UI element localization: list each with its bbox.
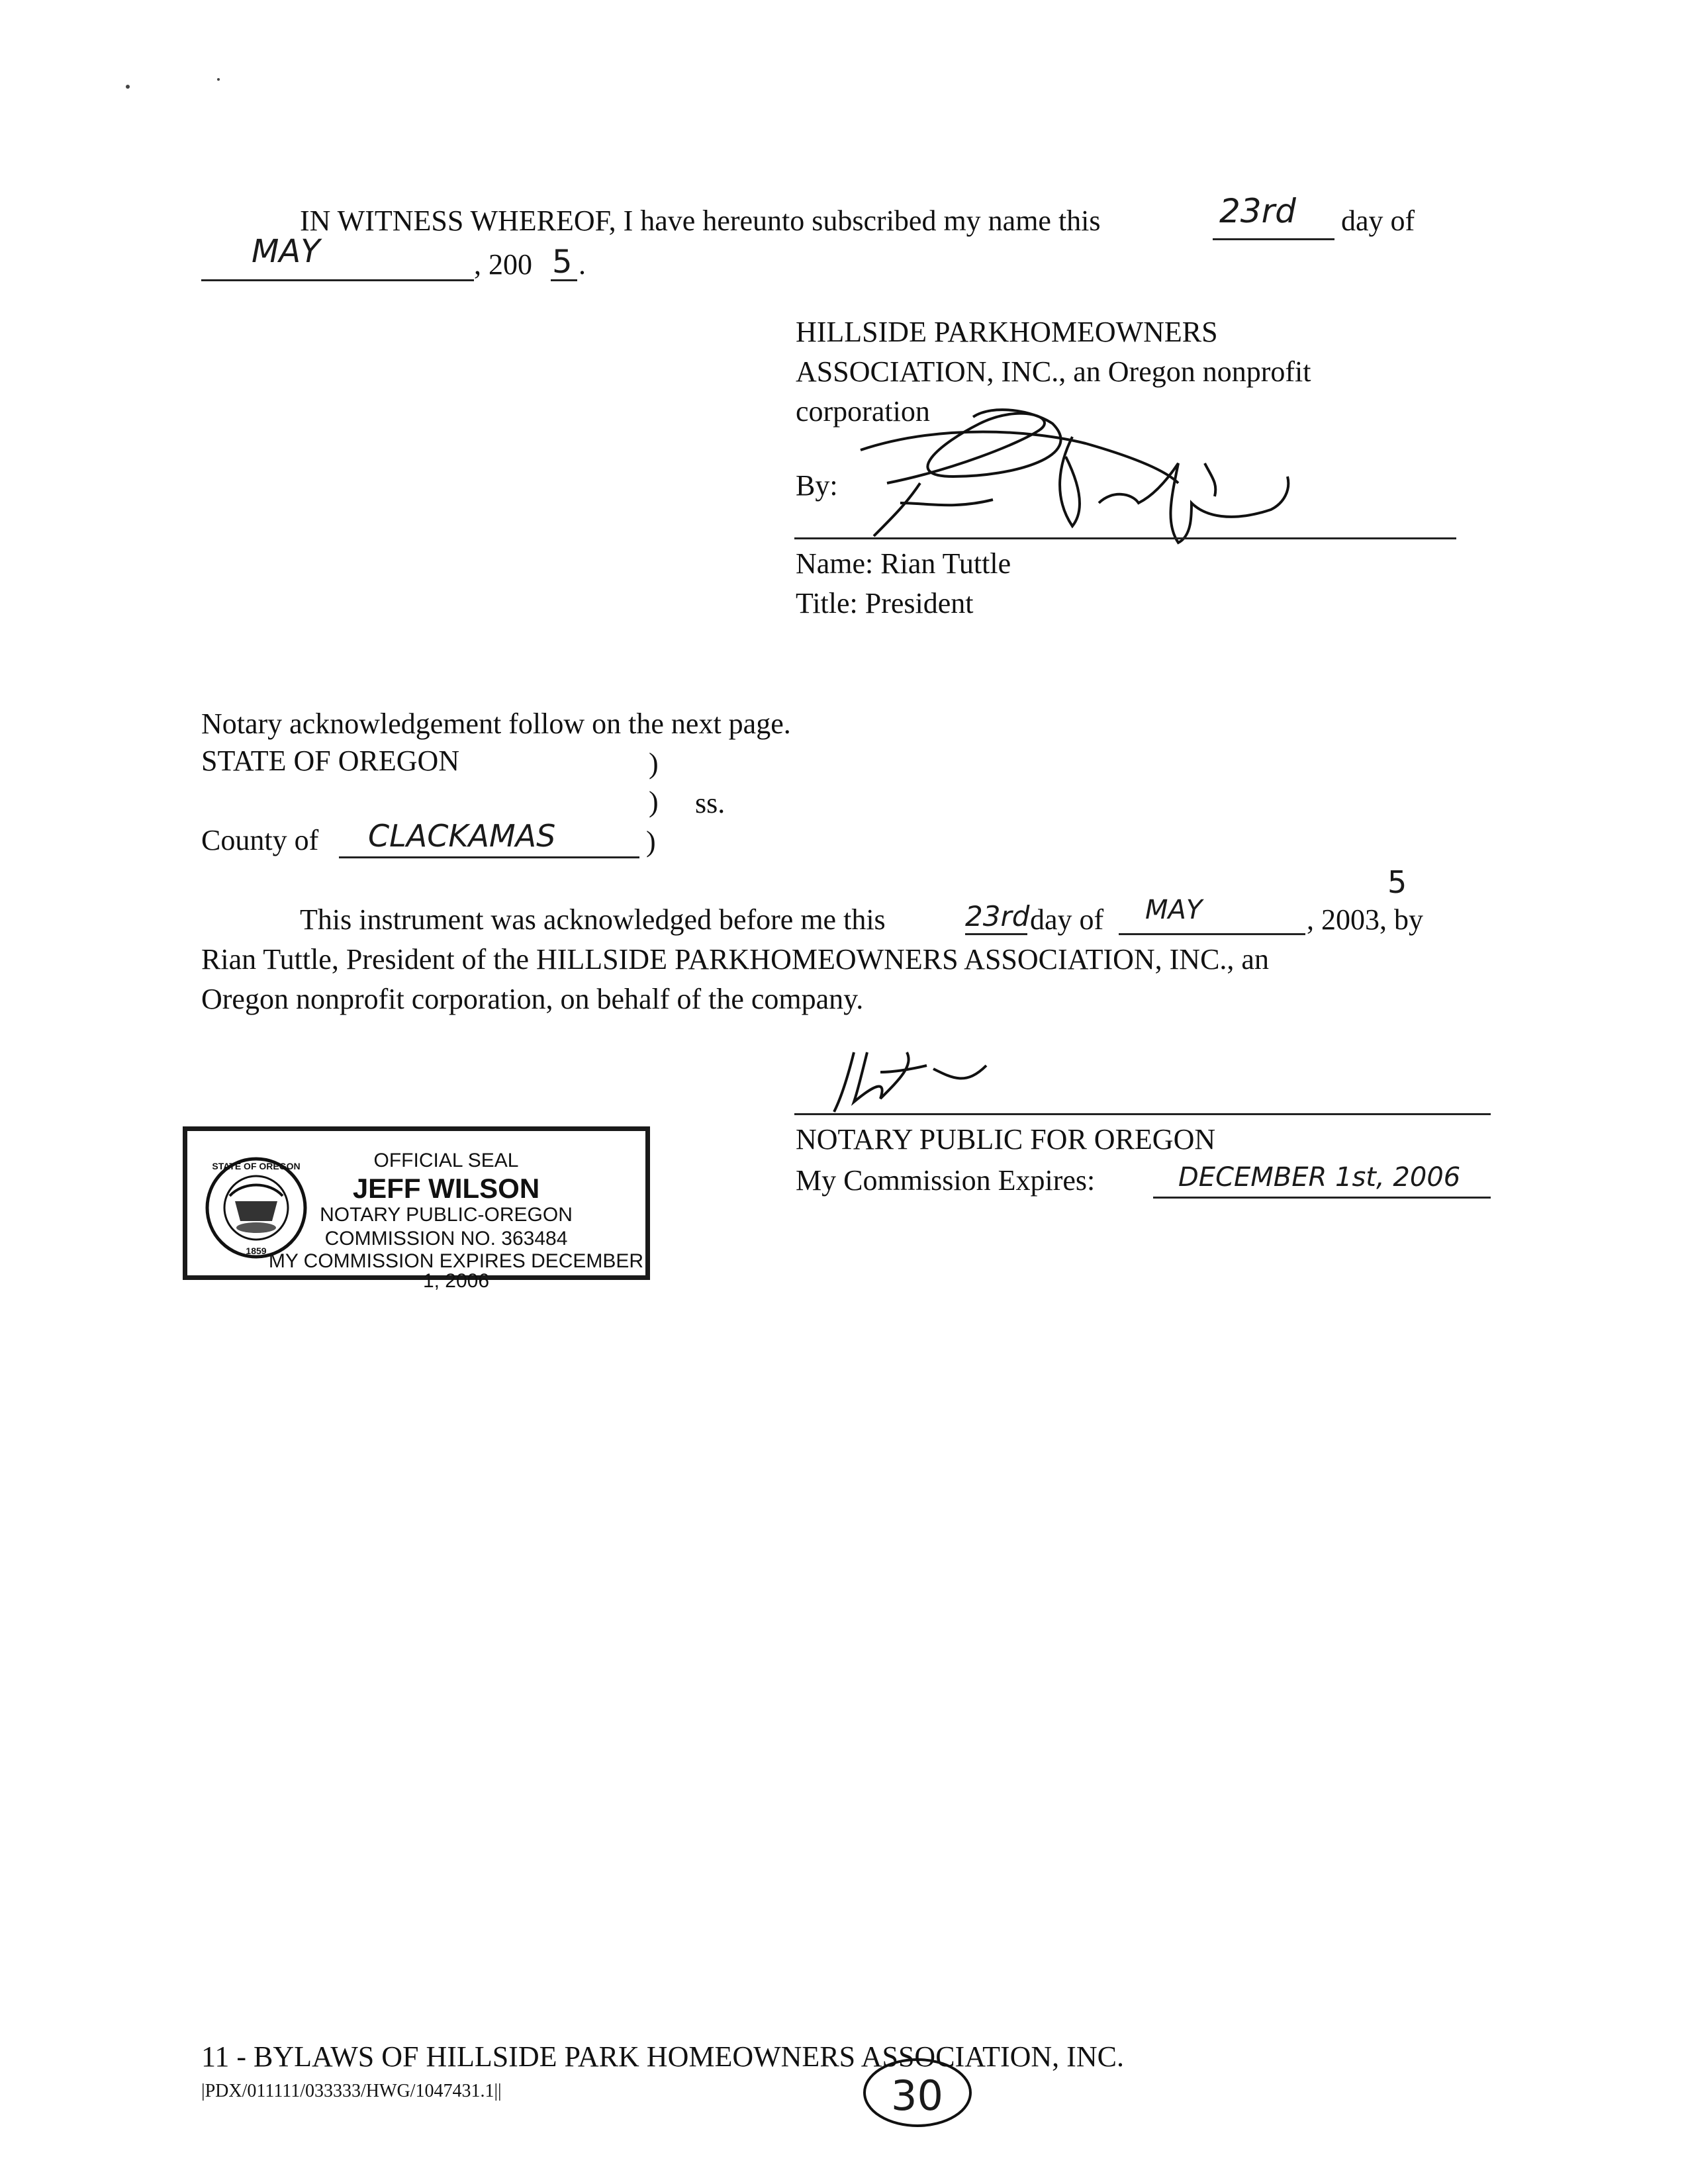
- witness-month-handwritten: MAY: [252, 233, 320, 270]
- ack-day-blank: [965, 933, 1027, 935]
- scan-speck: [126, 85, 130, 89]
- witness-period: .: [579, 248, 586, 281]
- county-blank: [339, 856, 639, 858]
- ack-day-handwritten: 23rd: [965, 900, 1030, 933]
- witness-day-blank: [1213, 238, 1334, 240]
- venue-paren-2: ): [649, 786, 659, 818]
- ack-line-2: Rian Tuttle, President of the HILLSIDE PARKHOMEOWNERS ASSOCIATION, INC., an: [201, 943, 1269, 976]
- commission-label: My Commission Expires:: [796, 1164, 1096, 1197]
- president-signature: [821, 384, 1324, 556]
- county-handwritten: CLACKAMAS: [368, 818, 556, 854]
- venue-paren-3: ): [646, 825, 656, 858]
- footer-title: 11 - BYLAWS OF HILLSIDE PARK HOMEOWNERS ASSOCIATION, INC.: [201, 2040, 1124, 2073]
- county-label: County of: [201, 824, 319, 856]
- org-line-1: HILLSIDE PARKHOMEOWNERS: [796, 316, 1218, 348]
- witness-text: IN WITNESS WHEREOF, I have hereunto subscribed my name this: [300, 205, 1101, 237]
- witness-year-handwritten: 5: [552, 244, 573, 281]
- notary-title: NOTARY PUBLIC FOR OREGON: [796, 1123, 1216, 1156]
- stamp-notary-name: JEFF WILSON: [352, 1173, 540, 1204]
- official-seal-stamp: [183, 1126, 650, 1292]
- ack-month-handwritten: MAY: [1145, 895, 1203, 925]
- ack-year: , 2003, by: [1307, 903, 1423, 936]
- ack-text-start: This instrument was acknowledged before me this: [300, 903, 886, 936]
- seal-text: STATE OF OREGON: [212, 1161, 301, 1171]
- commission-handwritten: DECEMBER 1st, 2006: [1178, 1162, 1461, 1193]
- witness-month-blank: [201, 279, 474, 281]
- stamp-notary-public: NOTARY PUBLIC-OREGON: [320, 1204, 573, 1226]
- org-line-3: corporation: [796, 395, 930, 428]
- stamp-commission-number: COMMISSION NO. 363484: [324, 1228, 568, 1250]
- witness-day-handwritten: 23rd: [1219, 192, 1296, 230]
- stamp-official-seal: OFFICIAL SEAL: [373, 1150, 519, 1171]
- signatory-title: Title: President: [796, 587, 974, 619]
- page-number-handwritten: 30: [891, 2071, 943, 2120]
- signature-line: [794, 537, 1456, 539]
- ack-year-correction: 5: [1387, 864, 1407, 900]
- witness-day-of: day of: [1341, 205, 1415, 237]
- scan-speck: [217, 78, 220, 81]
- state-label: STATE OF OREGON: [201, 745, 460, 777]
- by-label: By:: [796, 469, 838, 502]
- notary-follow-note: Notary acknowledgement follow on the next page.: [201, 707, 791, 740]
- commission-blank: [1153, 1197, 1491, 1199]
- ack-line-3: Oregon nonprofit corporation, on behalf of the company.: [201, 983, 864, 1015]
- notary-signature-line: [794, 1113, 1491, 1115]
- witness-year-prefix: , 200: [474, 248, 532, 281]
- venue-ss: ss.: [695, 787, 725, 819]
- ack-day-of: day of: [1030, 903, 1104, 936]
- ack-month-blank: [1119, 933, 1305, 935]
- seal-year: 1859: [246, 1246, 267, 1256]
- signatory-name: Name: Rian Tuttle: [796, 547, 1011, 580]
- footer-doc-id: |PDX/011111/033333/HWG/1047431.1||: [201, 2081, 502, 2101]
- org-line-2: ASSOCIATION, INC., an Oregon nonprofit: [796, 355, 1311, 388]
- notary-signature: [821, 1039, 1019, 1118]
- stamp-commission-expires: MY COMMISSION EXPIRES DECEMBER 1, 2006: [268, 1250, 644, 1292]
- venue-paren-1: ): [649, 747, 659, 780]
